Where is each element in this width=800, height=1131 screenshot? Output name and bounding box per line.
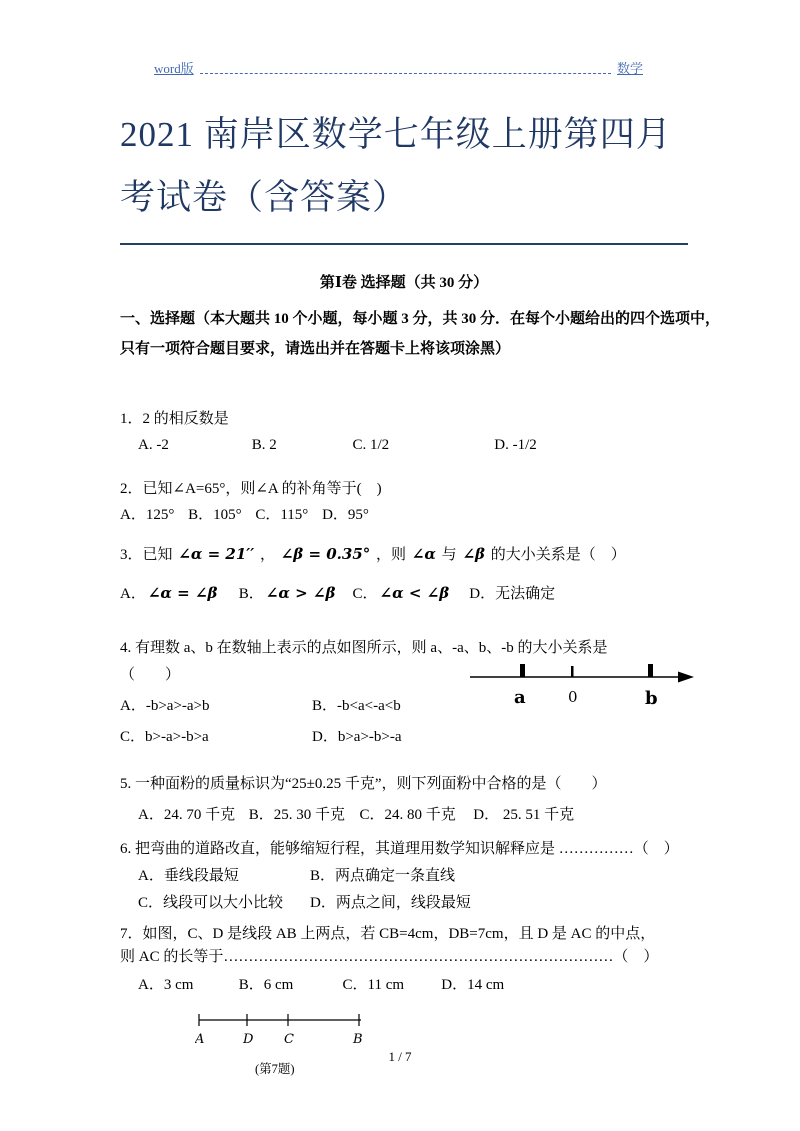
q5-option-a: A．24. 70 千克: [138, 807, 236, 824]
q3-sep1: ，: [259, 547, 275, 563]
q3-angle-alpha: ∠α: [411, 545, 436, 563]
q3-sep2: ，则: [376, 547, 407, 563]
number-line-tick-b: [648, 664, 653, 677]
question-2: [120, 478, 688, 528]
q3-suffix: 的大小关系是（ ）: [490, 547, 626, 563]
q1-option-c: C. 1/2: [352, 437, 390, 454]
q7-option-c: C．11 cm: [342, 977, 405, 994]
q6-options: [120, 864, 688, 915]
q3-stem-prefix: 3．已知: [120, 547, 173, 563]
q4-answer-bracket: （ ）: [120, 666, 181, 683]
q3-option-d-value: 无法确定: [495, 586, 556, 603]
q2-option-c: C．115°: [255, 506, 309, 523]
document-header: [120, 52, 688, 77]
number-line-tick-a: [520, 664, 525, 677]
q6-option-c: C．线段可以大小比较: [138, 894, 284, 911]
q3-options: [120, 582, 688, 606]
segment-diagram: [195, 1008, 375, 1052]
question-6: [120, 838, 688, 915]
q5-option-b: B．25. 30 千克: [248, 807, 346, 824]
number-line-label-a: a: [514, 686, 526, 708]
q4-option-b: B．-b<a<-a<b: [312, 698, 401, 714]
q3-formula-alpha: ∠α = 21′′: [178, 545, 255, 563]
q3-option-c: [353, 582, 466, 606]
q1-options: [120, 434, 688, 457]
q6-stem: 6. 把弯曲的道路改直，能够缩短行程，其道理用数学知识解释应是 ……………（ ）: [120, 840, 679, 857]
q7-stem-line1: 7．如图，C、D 是线段 AB 上两点，若 CB=4cm，DB=7cm，且 D 是 AC 的中点，: [120, 925, 656, 942]
q1-stem: 1．2 的相反数是: [120, 411, 229, 427]
document-title-line2: 考试卷（含答案）: [120, 178, 409, 217]
q3-option-c-label: C．: [352, 586, 378, 603]
q2-options: [120, 504, 688, 527]
segment-label-B: B: [353, 1031, 363, 1047]
number-line-figure: [468, 657, 698, 715]
segment-label-A: A: [195, 1031, 205, 1047]
q3-option-b-value: ∠α > ∠β: [265, 584, 336, 603]
intro-line1: 一、选择题（本大题共 10 个小题，每小题 3 分，共 30 分．在每个小题给出的四个选项中，: [120, 311, 721, 327]
q6-option-d: D．两点之间，线段最短: [310, 894, 471, 911]
q2-stem: 2．已知∠A=65°，则∠A 的补角等于( ): [120, 480, 382, 497]
document-title: [120, 103, 688, 245]
question-5: [120, 773, 688, 828]
q3-option-a-value: ∠α = ∠β: [147, 584, 218, 603]
q7-option-d: D．14 cm: [441, 977, 505, 994]
q5-options: [120, 804, 688, 827]
intro-line2: 只有一项符合题目要求，请选出并在答题卡上将该项涂黑）: [120, 341, 511, 357]
q3-angle-beta: ∠β: [462, 545, 485, 563]
document-title-line1: 2021 南岸区数学七年级上册第四月: [120, 115, 672, 154]
header-right-link[interactable]: 数学: [616, 61, 643, 76]
q1-option-b: B. 2: [251, 437, 277, 454]
number-line-label-0: 0: [568, 687, 578, 706]
q7-option-a: A．3 cm: [138, 977, 194, 994]
q3-stem: [120, 543, 688, 567]
q2-option-d: D．95°: [322, 506, 369, 523]
q1-option-d: D. -1/2: [494, 437, 537, 454]
header-left-link[interactable]: word版: [154, 61, 194, 76]
q5-option-c: C．24. 80 千克: [359, 807, 456, 824]
q5-stem: 5. 一种面粉的质量标识为“25±0.25 千克”，则下列面粉中合格的是（ ）: [120, 776, 607, 792]
header-dashed-line: [200, 73, 611, 74]
q3-mid: 与: [441, 547, 457, 563]
page-number: 1 / 7: [388, 1049, 412, 1064]
q4-option-c: C．b>-a>-b>a: [120, 729, 209, 745]
number-line-arrowhead: [678, 671, 694, 682]
segment-label-D: D: [243, 1031, 254, 1047]
q3-option-b-label: B．: [238, 586, 264, 603]
q6-option-b: B．两点确定一条直线: [310, 867, 456, 884]
q6-option-a: A．垂线段最短: [138, 867, 239, 884]
q7-stem-line2: 则 AC 的长等于……………………………………………………………………（ ）: [120, 949, 659, 965]
q3-option-c-value: ∠α < ∠β: [379, 584, 450, 603]
question-4: [120, 637, 688, 752]
question-3: [120, 543, 688, 607]
q1-option-a: A. -2: [138, 437, 169, 454]
q4-option-a: A．-b>a>-a>b: [120, 698, 210, 714]
segment-label-C: C: [284, 1031, 294, 1047]
q3-option-a-label: A．: [120, 586, 146, 603]
q3-option-b: [239, 582, 349, 606]
q3-option-d-label: D．: [469, 586, 496, 603]
q3-option-d: [469, 583, 555, 606]
q4-stem: 4. 有理数 a、b 在数轴上表示的点如图所示，则 a、-a、b、-b 的大小关系是: [120, 639, 608, 656]
number-line-label-b: b: [645, 687, 658, 709]
q7-options: [120, 974, 688, 997]
intro-paragraph: [120, 304, 721, 364]
q2-option-a: A．125°: [120, 506, 175, 523]
q7-option-b: B．6 cm: [238, 977, 294, 994]
segment-diagram-caption: (第7题): [255, 1061, 295, 1076]
number-line-tick-0: [571, 666, 574, 677]
q5-option-d: D． 25. 51 千克: [473, 807, 575, 824]
question-1: [120, 408, 688, 458]
q4-option-d: D．b>a>-b>-a: [312, 729, 402, 745]
q2-option-b: B．105°: [188, 506, 242, 523]
q3-formula-beta: ∠β = 0.35°: [280, 545, 371, 563]
q3-option-a: [120, 582, 235, 606]
section-heading: 第Ⅰ卷 选择题（共 30 分）: [319, 275, 489, 291]
